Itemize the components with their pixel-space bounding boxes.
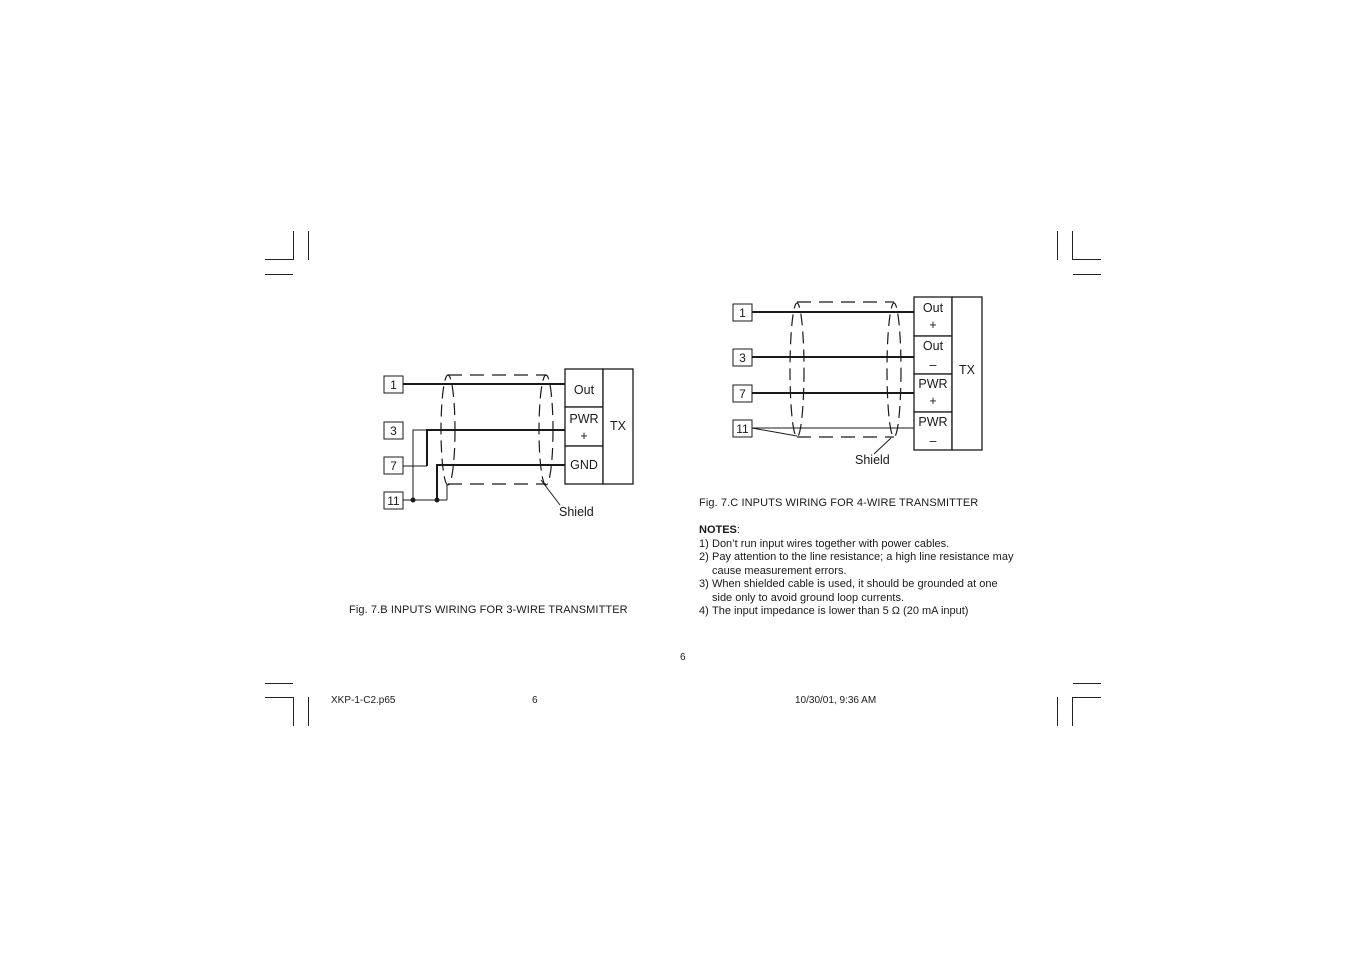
terminal-label: 7 (390, 459, 397, 473)
tx-pin-label: GND (570, 458, 598, 472)
tx-pin-label: Out (922, 339, 944, 353)
tx-pin-label: PWR (918, 415, 948, 429)
terminal-label: 7 (739, 387, 746, 401)
tx-pin-label: + (580, 429, 588, 443)
shield-ellipse-right (887, 303, 901, 437)
shield-ellipse-left (790, 303, 804, 437)
terminal-label: 11 (736, 422, 749, 436)
note-item: 2) Pay attention to the line resistance; a high line resistance may cause measurement errors. (699, 551, 1014, 577)
shield-label: Shield (559, 505, 594, 519)
tx-pin-label: – (929, 358, 937, 372)
terminal-label: 3 (390, 424, 397, 438)
tx-label: TX (959, 363, 975, 377)
tx-label: TX (610, 419, 626, 433)
tx-pin-label: PWR (918, 377, 948, 391)
page-number: 6 (680, 652, 686, 663)
tx-pin-label: + (929, 394, 937, 408)
wire-shield-drain (752, 428, 797, 436)
terminal-label: 1 (390, 378, 397, 392)
tx-pin-label: Out (922, 301, 944, 315)
terminal-label: 3 (739, 351, 746, 365)
tx-pin-label: Out (573, 383, 595, 397)
notes-block (699, 524, 1029, 619)
tx-pin-label: + (929, 318, 937, 332)
footer-page: 6 (532, 695, 538, 706)
footer-file-name: XKP-1-C2.p65 (331, 695, 396, 706)
figure-caption-7c: Fig. 7.C INPUTS WIRING FOR 4-WIRE TRANSMITTER (699, 497, 979, 509)
notes-heading: NOTES: (699, 524, 740, 536)
note-item: 1) Don’t run input wires together with power cables. (699, 537, 950, 550)
note-item: 3) When shielded cable is used, it should be grounded at one side only to avoid ground loop currents. (699, 578, 998, 604)
tx-pin-label: PWR (569, 412, 599, 426)
note-item: 4) The input impedance is lower than 5 Ω (20 mA input) (699, 605, 969, 617)
shield-label: Shield (855, 453, 890, 467)
footer-datetime: 10/30/01, 9:36 AM (795, 695, 877, 706)
terminal-label: 11 (387, 494, 400, 508)
shield-leader (874, 438, 891, 454)
tx-pin-label: – (929, 434, 937, 448)
terminal-label: 1 (739, 306, 746, 320)
figure-caption-7b: Fig. 7.B INPUTS WIRING FOR 3-WIRE TRANSMITTER (349, 604, 628, 616)
